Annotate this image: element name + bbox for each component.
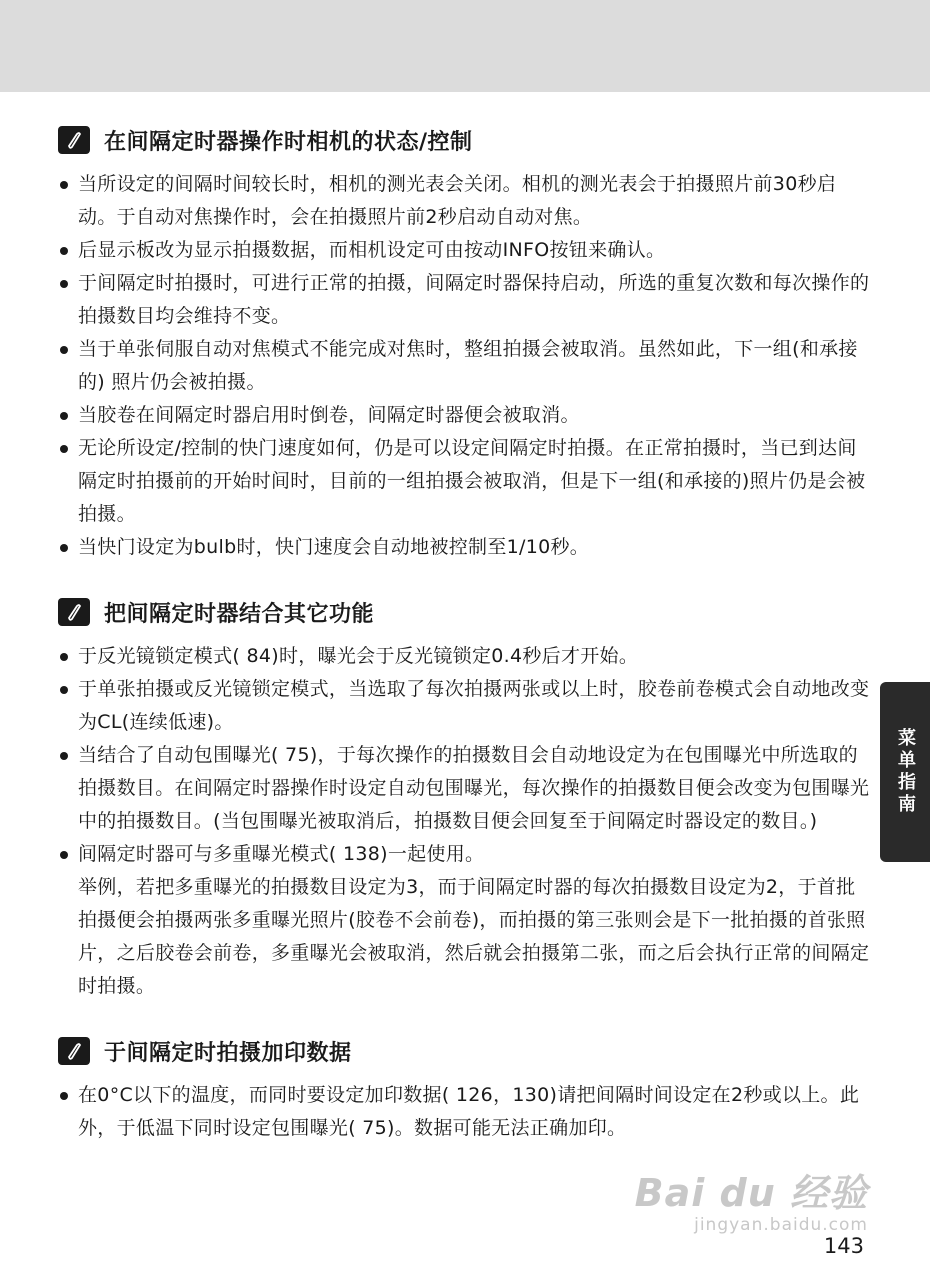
example-paragraph: 举例，若把多重曝光的拍摄数目设定为3，而于间隔定时器的每次拍摄数目设定为2，于首批拍摄便会拍摄两张多重曝光照片(胶卷不会前卷)，而拍摄的第三张则会是下一批拍摄的首张照片，之后胶卷会前卷，多重曝光会被取消，然后就会拍摄第二张，而之后会执行正常的间隔定时拍摄。 [78, 876, 870, 997]
list-item: 当于单张伺服自动对焦模式不能完成对焦时，整组拍摄会被取消。虽然如此，下一组(和承接的) 照片仍会被拍摄。 [58, 333, 870, 399]
section-title: 把间隔定时器结合其它功能 [104, 601, 375, 627]
list-item: 当快门设定为bulb时，快门速度会自动地被控制至1/10秒。 [58, 531, 870, 564]
note-pencil-icon [58, 126, 90, 154]
section-title: 于间隔定时拍摄加印数据 [104, 1040, 352, 1066]
section-title: 在间隔定时器操作时相机的状态/控制 [104, 129, 473, 155]
list-item: 当结合了自动包围曝光( 75)，于每次操作的拍摄数目会自动地设定为在包围曝光中所选取的拍摄数目。在间隔定时器操作时设定自动包围曝光，每次操作的拍摄数目便会改变为包围曝光中的拍摄数目。(当包围曝光被取消后，拍摄数目便会回复至于间隔定时器设定的数目。) [58, 739, 870, 838]
list-item: 无论所设定/控制的快门速度如何，仍是可以设定间隔定时拍摄。在正常拍摄时，当已到达间隔定时拍摄前的开始时间时，目前的一组拍摄会被取消，但是下一组(和承接的)照片仍是会被拍摄。 [58, 432, 870, 531]
section-data-imprint [58, 1031, 870, 1145]
section-interval-timer-status [58, 120, 870, 564]
list-item: 于反光镜锁定模式( 84)时，曝光会于反光镜锁定0.4秒后才开始。 [58, 640, 870, 673]
list-item: 于单张拍摄或反光镜锁定模式，当选取了每次拍摄两张或以上时，胶卷前卷模式会自动地改变为CL(连续低速)。 [58, 673, 870, 739]
list-item: 间隔定时器可与多重曝光模式( 138)一起使用。 [58, 838, 870, 871]
section-heading [58, 592, 870, 632]
header-band [0, 0, 930, 92]
list-item: 当所设定的间隔时间较长时，相机的测光表会关闭。相机的测光表会于拍摄照片前30秒启动。于自动对焦操作时，会在拍摄照片前2秒启动自动对焦。 [58, 168, 870, 234]
note-pencil-icon [58, 598, 90, 626]
list-item: 当胶卷在间隔定时器启用时倒卷，间隔定时器便会被取消。 [58, 399, 870, 432]
list-item: 后显示板改为显示拍摄数据，而相机设定可由按动INFO按钮来确认。 [58, 234, 870, 267]
watermark-url: jingyan.baidu.com [694, 1215, 868, 1235]
section-heading [58, 120, 870, 160]
chapter-tab-label: 菜单指南 [895, 728, 916, 816]
note-pencil-icon [58, 1037, 90, 1065]
watermark-logo: Bai du 经验 [634, 1171, 868, 1215]
watermark [635, 1162, 868, 1235]
section-combine-functions [58, 592, 870, 1003]
page-content [58, 120, 870, 1173]
chapter-tab[interactable] [880, 682, 930, 862]
section-heading [58, 1031, 870, 1071]
list-item: 于间隔定时拍摄时，可进行正常的拍摄，间隔定时器保持启动，所选的重复次数和每次操作的拍摄数目均会维持不变。 [58, 267, 870, 333]
page-number: 143 [823, 1234, 864, 1258]
list-item: 在0°C以下的温度，而同时要设定加印数据( 126，130)请把间隔时间设定在2秒或以上。此外，于低温下同时设定包围曝光( 75)。数据可能无法正确加印。 [58, 1079, 870, 1145]
